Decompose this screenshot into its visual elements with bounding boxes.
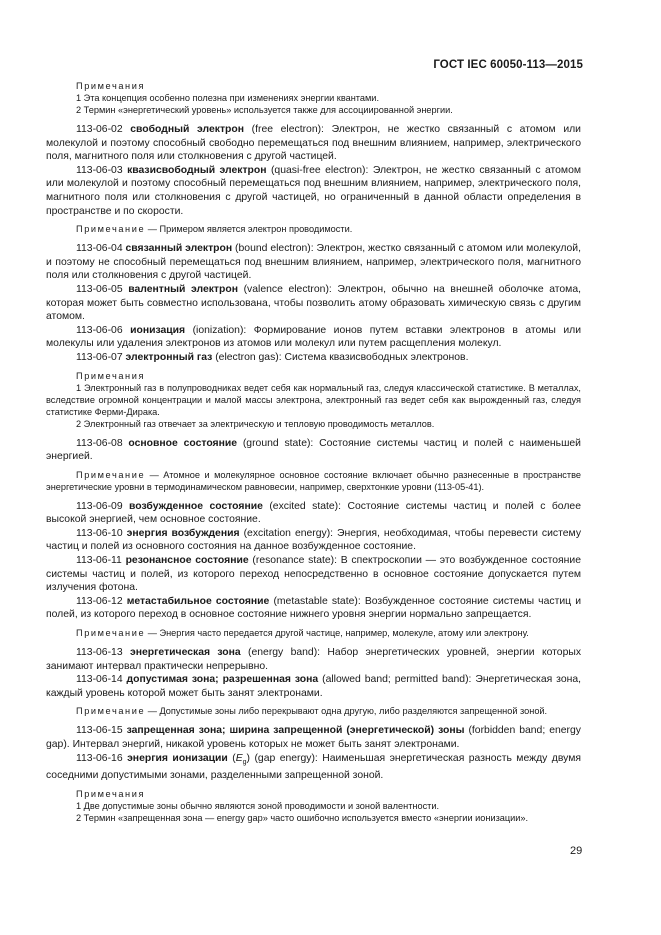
term-definition: (free electron): Электрон, не жестко связанный с атомом или молекулой и поэтому способный свободно перемещаться под внешним влиянием, например, электрического поля, магнитного поля или столкновения с другой частицей.: [46, 124, 581, 163]
note-item: 2 Электронный газ отвечает за электрическую и тепловую проводимость металлов.: [76, 418, 435, 429]
term-definition: (energy band): Набор энергетических уровней, энергии которых занимают интервал практически непрерывно.: [46, 647, 582, 672]
term-name: валентный электрон: [128, 283, 238, 295]
term-definition: (electron gas): Система квазисвободных электронов.: [212, 351, 469, 363]
page-content: [46, 80, 581, 824]
term-name: допустимая зона; разрешенная зона: [126, 674, 319, 686]
term-definition: (forbidden band; energy gap). Интервал энергий, никакой уровень которых не может быть занят электронами.: [46, 725, 581, 750]
term-name: связанный электрон: [125, 243, 233, 255]
term-name: основное состояние: [128, 437, 238, 449]
term-name: энергия возбуждения: [126, 527, 240, 539]
note-text: — Допустимые зоны либо перекрывают одна другую, либо разделяются запрещенной зоной.: [145, 706, 548, 717]
note-inline: [46, 705, 581, 717]
note-label: Примечание: [76, 224, 146, 235]
term-number: 113-06-11: [76, 555, 122, 567]
term-number: 113-06-14: [76, 674, 123, 686]
term-number: 113-06-09: [76, 500, 123, 512]
term-name: ионизация: [130, 324, 186, 336]
term-entry: [46, 123, 581, 164]
term-definition: (gap energy): Наименьшая энергетическая разность между двумя соседними допустимыми зонами, разделенными запрещенной зоной.: [46, 752, 581, 782]
term-name: свободный электрон: [130, 124, 244, 135]
term-symbol: E: [235, 752, 243, 764]
term-number: 113-06-13: [76, 647, 123, 659]
term-number: 113-06-05: [76, 283, 123, 295]
term-definition: (metastable state): Возбужденное состояние системы частиц и полей, из которого переход в основное состояние нижнего уровня энергии нормально запрещается.: [46, 595, 582, 621]
term-entry: [46, 554, 581, 595]
notes-heading: Примечания: [76, 81, 146, 91]
term-name: энергетическая зона: [129, 647, 241, 659]
term-entry: [46, 500, 581, 527]
term-number: 113-06-06: [76, 324, 123, 336]
term-entry: [46, 673, 581, 700]
note-item: 1 Эта концепция особенно полезна при изменениях энергии квантами.: [76, 93, 379, 103]
term-number: 113-06-04: [76, 243, 123, 255]
term-entry: [46, 283, 581, 324]
term-definition: (allowed band; permitted band): Энергетическая зона, каждый уровень которой может быть занят электронами.: [46, 674, 582, 699]
term-entry: [46, 242, 581, 283]
term-entry: [46, 324, 581, 351]
term-name: метастабильное состояние: [126, 595, 270, 607]
note-label: Примечание: [76, 628, 146, 639]
term-number: 113-06-16: [76, 752, 123, 764]
term-entry: [46, 724, 581, 751]
term-definition: (excitation energy): Энергия, необходимая, чтобы перевести систему частиц и полей из основного состояния на данное возбужденное состояние.: [46, 527, 582, 553]
term-definition: (valence electron): Электрон, обычно на внешней оболочке атома, которая может быть совместно использована, чтобы позволить атому образовать химическую связь с другим атомом.: [46, 283, 581, 323]
note-text: — Атомное и молекулярное основное состояние включает обычно разнесенные в пространстве энергетические уровни в термодинамическом равновесии, например, сверхтонкие уровни (113-05-41).: [46, 469, 581, 492]
note-text: — Энергия часто передается другой частице, например, молекуле, атому или электрону.: [145, 628, 529, 639]
term-number: 113-06-03: [76, 164, 123, 176]
term-definition: (ground state): Состояние системы частиц и полей с наименьшей энергией.: [46, 437, 581, 463]
term-number: 113-06-07: [76, 351, 123, 363]
notes-heading: Примечания: [76, 370, 146, 381]
term-entry: 113-06-16 энергия ионизации $(E_g)$ (gap energy): Наименьшая энергетическая разность между двумя соседними допустимыми зонами, разделенными запрещенной зоной.: [46, 752, 581, 782]
term-entry: [46, 595, 581, 622]
note-item: 2 Термин «запрещенная зона — energy gap» часто ошибочно используется вместо «энергии ионизации».: [76, 812, 529, 823]
note-inline: [46, 223, 581, 235]
term-entry: [46, 351, 581, 365]
term-name: электронный газ: [125, 351, 213, 363]
term-entry: [46, 164, 581, 218]
note-item: 1 Две допустимые зоны обычно являются зоной проводимости и зоной валентности.: [76, 800, 440, 811]
document-id: ГОСТ IEC 60050-113—2015: [433, 59, 583, 71]
term-name: квазисвободный электрон: [127, 164, 267, 176]
term-name: запрещенная зона; ширина запрещенной (энергетической) зоны: [126, 725, 465, 737]
note-label: Примечание: [76, 706, 146, 717]
note-item: 1 Электронный газ в полупроводниках ведет себя как нормальный газ, следуя классической статистике. В металлах, вследствие огромной концентрации и малой массы электрона, электронный газ ведет себя как вырожденный газ, следуя статистике Ферми-Дирака.: [46, 382, 581, 417]
term-definition: (resonance state): В спектроскопии — это возбужденное состояние системы частиц и полей, из которого переход непосредственно в основное состояние допускается путем излучения фотона.: [46, 555, 581, 594]
term-definition: (excited state): Состояние системы частиц и полей с более высокой энергией, чем основное состояние.: [46, 500, 581, 526]
term-name: возбужденное состояние: [129, 500, 263, 512]
term-entry: [46, 437, 581, 464]
term-name: резонансное состояние: [125, 555, 249, 567]
term-number: 113-06-10: [76, 527, 123, 539]
term-definition: (quasi-free electron): Электрон, не жестко связанный с атомом или молекулой и поэтому способный перемещаться под внешним влиянием, например, электрического поля, магнитного поля или столкновения с другой частицей, но ограниченный в данной области определения в пространстве и по скорости.: [46, 164, 581, 217]
note-label: Примечание: [76, 469, 146, 480]
term-entry: [46, 527, 581, 554]
note-inline: [46, 627, 581, 639]
note-inline: [46, 469, 581, 493]
note-text: — Примером является электрон проводимости.: [145, 224, 353, 235]
term-definition: (ionization): Формирование ионов путем вставки электронов в атомы или молекулы или удаления электронов из атомов или молекул или путем расщепления молекул.: [46, 324, 582, 350]
term-number: 113-06-12: [76, 595, 123, 607]
term-name: энергия ионизации: [127, 752, 228, 764]
notes-heading: Примечания: [76, 788, 146, 799]
note-item: 2 Термин «энергетический уровень» используется также для ассоциированной энергии.: [76, 105, 453, 115]
term-number: 113-06-02: [76, 124, 123, 135]
page-number: 29: [570, 845, 583, 857]
term-definition: (bound electron): Электрон, жестко связанный с атомом или молекулой, и поэтому не способный перемещаться под внешним влиянием, например, электрического поля, магнитного поля или столкновения с другой частицей.: [46, 243, 581, 282]
term-number: 113-06-08: [76, 437, 123, 449]
term-symbol-subscript: g: [242, 758, 247, 766]
term-number: 113-06-15: [76, 725, 123, 737]
term-entry: [46, 646, 581, 673]
